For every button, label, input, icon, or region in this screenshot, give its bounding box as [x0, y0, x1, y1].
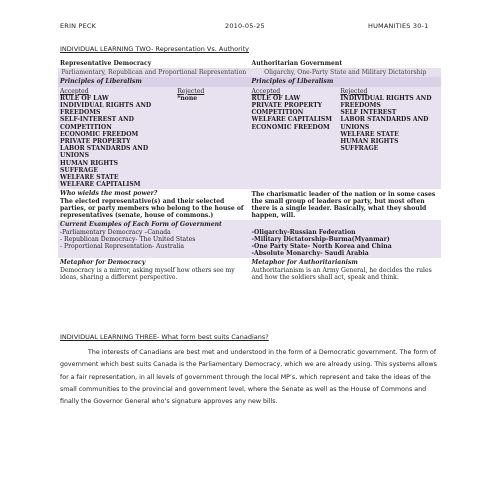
list-item: WELFARE CAPITALISM	[60, 181, 141, 189]
left-rejected-label: Rejected	[177, 87, 205, 95]
left-examples	[58, 220, 250, 258]
left-power	[58, 189, 250, 220]
list-item: - Republican Democracy- The United States	[60, 235, 196, 243]
left-examples-list	[60, 229, 248, 251]
list-item: PRIVATE PROPERTY	[251, 102, 322, 110]
body-paragraph: The interests of Canadians are best met and understood in the form of a Democratic government. The form of government which best suits Canada is the Parliamentary Democracy, which we are already using. This systems allows for a fair representation, in all levels of government through the local MP’s, which represent and take the ideas of the small communities to the provincial and government level, where the Senate as well as the House of Commons and finally the Governor General who’s signature approves any new bills.	[60, 349, 437, 406]
section-three-title: INDIVIDUAL LEARNING THREE- What form best suits Canadians?	[60, 333, 269, 341]
left-accepted-label: Accepted	[60, 87, 89, 95]
right-title: Authoritarian Government	[250, 59, 442, 68]
examples-heading: Current Examples of Each Form of Government	[60, 221, 222, 229]
list-item: PRIVATE PROPERTY	[60, 138, 131, 146]
document-date: 2010-05-25	[225, 22, 265, 30]
list-item: LABOR STANDARDS AND UNIONS	[60, 145, 149, 160]
list-item: HUMAN RIGHTS	[340, 138, 399, 146]
right-accepted-label: Accepted	[251, 87, 281, 95]
left-metaphor	[58, 258, 250, 282]
left-principles	[58, 87, 250, 190]
list-item: SUFFRAGE	[60, 166, 99, 174]
list-item: - Proportional Representation- Australia	[60, 243, 184, 251]
list-item: -Military Dictatorship-Burma(Myanmar)	[251, 235, 390, 243]
list-item: -One Party State- North Korea and China	[251, 243, 392, 251]
left-title: Representative Democracy	[58, 59, 250, 68]
left-metaphor-heading: Metaphor for Democracy	[60, 259, 146, 267]
right-examples-list	[252, 229, 440, 258]
list-item: SELF INTEREST	[340, 109, 397, 117]
section-two-title: INDIVIDUAL LEARNING TWO- Representation Vs. Authority	[60, 45, 249, 53]
comparison-table	[58, 59, 441, 282]
left-rejected-list	[177, 95, 247, 102]
right-power	[250, 189, 442, 220]
right-subtitle: Oligarchy, One-Party State and Military Dictatorship	[250, 68, 442, 77]
right-principles-heading: Principles of Liberalism	[250, 77, 442, 86]
right-principles	[250, 87, 442, 190]
author-name: ERIN PECK	[60, 22, 97, 30]
list-item: SUFFRAGE	[340, 145, 379, 153]
list-item: -Absolute Monarchy- Saudi Arabia	[251, 250, 369, 258]
right-examples	[250, 220, 442, 258]
list-item: WELFARE STATE	[60, 174, 119, 182]
left-power-text: The elected representative(s) and their selected parties, or party members who belong to the house of representatives (senate, house of commons.)	[60, 197, 244, 220]
right-accepted-list	[252, 95, 341, 131]
list-item: WELFARE CAPITALISM	[251, 116, 333, 124]
left-principles-heading: Principles of Liberalism	[58, 77, 250, 86]
list-item: RULE OF LAW	[60, 94, 109, 102]
right-metaphor	[250, 258, 442, 282]
list-item: SELF-INTEREST AND COMPETITION	[60, 116, 134, 131]
list-item: ECONOMIC FREEDOM	[251, 123, 330, 131]
right-metaphor-heading: Metaphor for Authoritarianism	[251, 259, 358, 267]
left-accepted-list	[60, 95, 177, 189]
list-item: *none	[177, 94, 198, 102]
right-rejected-list	[340, 95, 439, 153]
course-name: HUMANITIES 30-1	[368, 22, 429, 30]
list-item: -Oligarchy-Russian Federation	[251, 228, 356, 236]
list-item: INDIVIDUAL RIGHTS AND FREEDOMS	[340, 94, 432, 110]
left-metaphor-text: Democracy is a mirror, asking myself how others see my ideas, sharing a different perspective.	[60, 266, 235, 281]
right-power-text: The charismatic leader of the nation or in some cases the small group of leaders or party, but most often there is a single leader. Basically, what they should happen, will.	[251, 190, 436, 220]
list-item: HUMAN RIGHTS	[60, 159, 119, 167]
list-item: WELFARE STATE	[340, 130, 399, 138]
list-item: LABOR STANDARDS AND UNIONS	[340, 116, 429, 131]
right-rejected-label: Rejected	[340, 87, 368, 95]
list-item: RULE OF LAW	[251, 94, 301, 102]
list-item: COMPETITION	[251, 109, 304, 117]
list-item: INDIVIDUAL RIGHTS AND FREEDOMS	[60, 102, 152, 117]
list-item: ECONOMIC FREEDOM	[60, 130, 139, 138]
right-metaphor-text: Authoritarianism is an Army General, he decides the rules and how the soldiers shall act, speak and think.	[251, 266, 432, 281]
power-heading: Who wields the most power?	[60, 190, 158, 198]
left-subtitle: Parliamentary, Republican and Proportional Representation	[58, 68, 250, 77]
list-item: -Parliamentary Democracy –Canada	[60, 228, 171, 236]
